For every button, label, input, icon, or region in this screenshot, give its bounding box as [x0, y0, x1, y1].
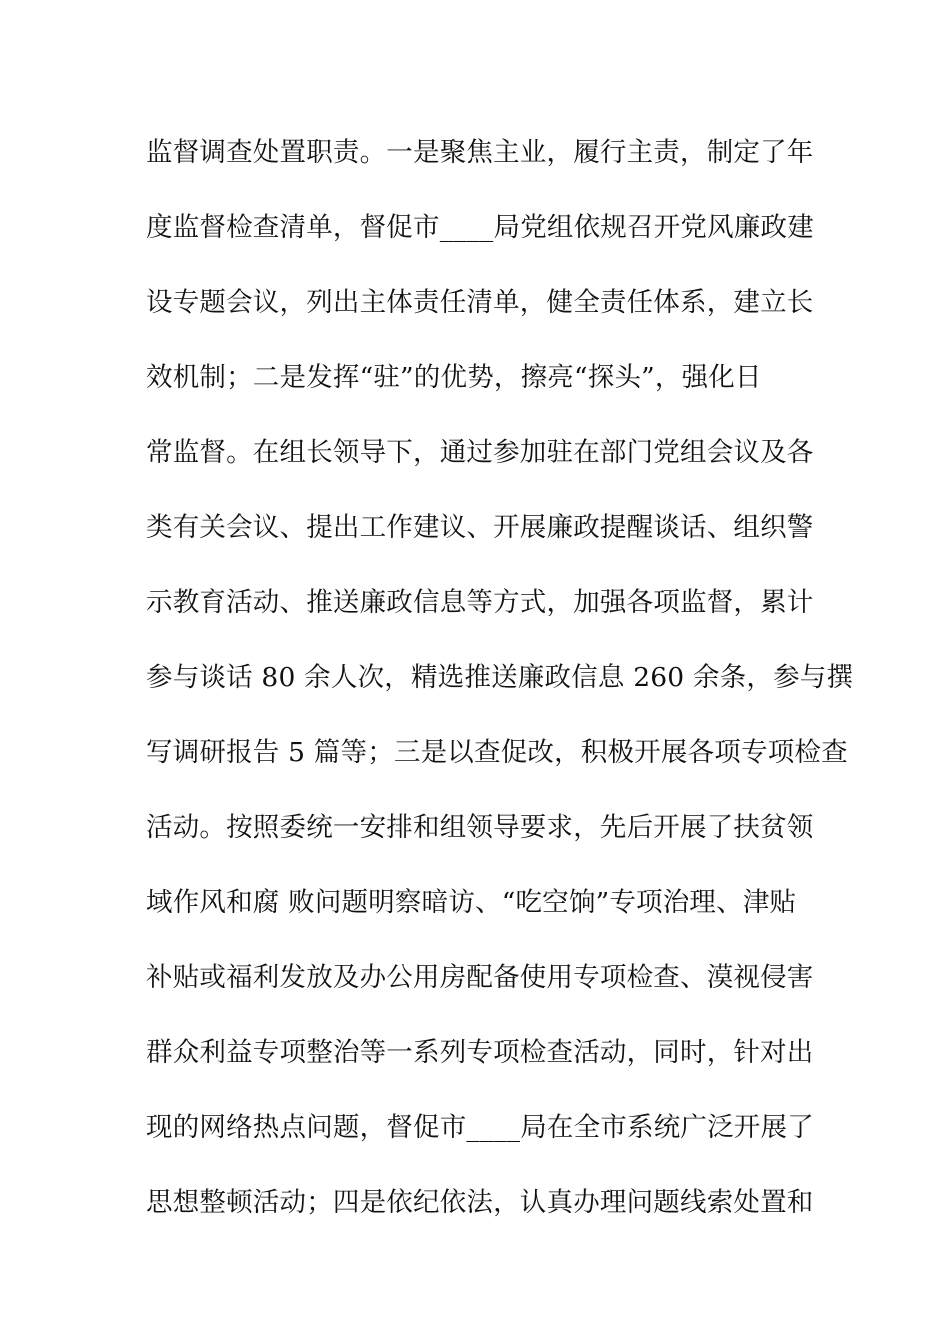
text-line: 思想整顿活动；四是依纪依法，认真办理问题线索处置和	[146, 1187, 814, 1218]
text-line: 活动。按照委统一安排和组领导要求，先后开展了扶贫领	[146, 812, 814, 843]
text-line: 常监督。在组长领导下，通过参加驻在部门党组会议及各	[146, 437, 814, 468]
text-line: 度监督检查清单，督促市____局党组依规召开党风廉政建	[146, 212, 814, 243]
text-line: 群众利益专项整治等一系列专项检查活动，同时，针对出	[146, 1037, 814, 1068]
text-line: 效机制；二是发挥“驻”的优势，擦亮“探头”，强化日	[146, 362, 762, 393]
text-line: 域作风和腐 败问题明察暗访、“吃空饷”专项治理、津贴	[146, 887, 797, 918]
text-line: 设专题会议，列出主体责任清单，健全责任体系，建立长	[146, 287, 814, 318]
text-line: 写调研报告 5 篇等；三是以查促改，积极开展各项专项检查	[146, 737, 848, 768]
text-line: 类有关会议、提出工作建议、开展廉政提醒谈话、组织警	[146, 512, 814, 543]
text-line: 监督调查处置职责。一是聚焦主业，履行主责，制定了年	[146, 137, 814, 168]
text-line: 现的网络热点问题，督促市____局在全市系统广泛开展了	[146, 1112, 814, 1143]
body-paragraph	[146, 129, 854, 1254]
text-line: 补贴或福利发放及办公用房配备使用专项检查、漠视侵害	[146, 962, 814, 993]
text-line: 示教育活动、推送廉政信息等方式，加强各项监督，累计	[146, 587, 814, 618]
text-line: 参与谈话 80 余人次，精选推送廉政信息 260 余条，参与撰	[146, 662, 854, 693]
